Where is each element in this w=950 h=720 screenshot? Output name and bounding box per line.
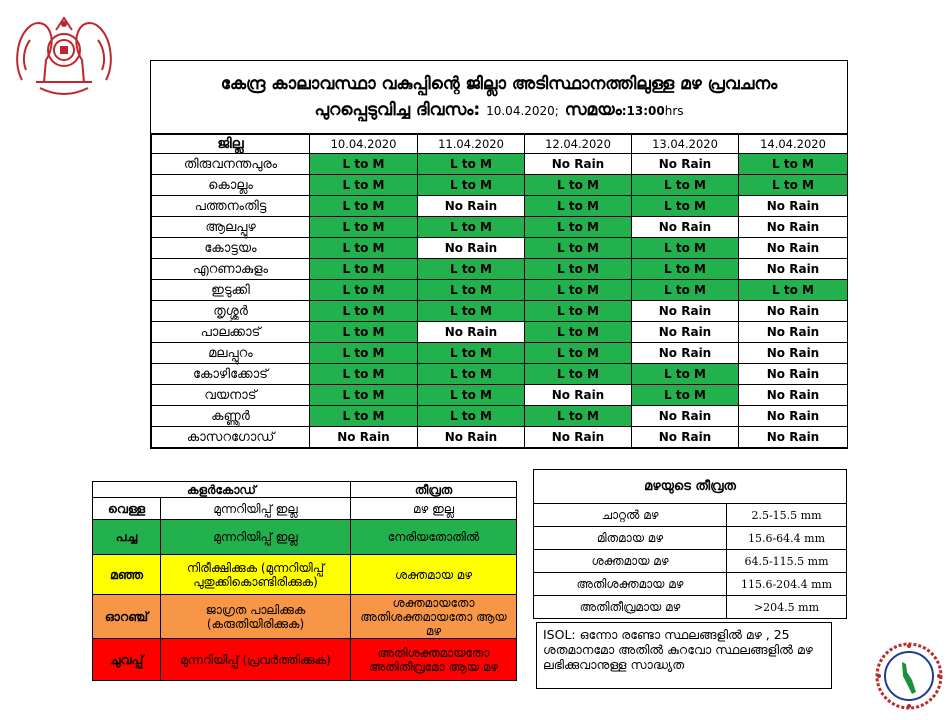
isol-note: ISOL: ഒന്നോ രണ്ടോ സ്ഥലങ്ങളിൽ മഴ , 25 ശതമാനമോ അതിൽ കുറവോ സ്ഥലങ്ങളിൽ മഴ ലഭിക്കുവാനുള്ള സാദ്ധ്യത: [536, 622, 832, 689]
intensity-name: അതിശക്തമായ മഴ: [534, 573, 727, 596]
forecast-cell: No Rain: [739, 301, 848, 322]
district-name: പാലക്കാട്: [152, 322, 310, 343]
forecast-cell: L to M: [525, 301, 632, 322]
rain-intensity-table: [533, 469, 846, 619]
forecast-cell: No Rain: [310, 427, 418, 448]
forecast-cell: No Rain: [739, 364, 848, 385]
intensity-range: 2.5-15.5 mm: [727, 504, 847, 527]
forecast-cell: L to M: [739, 175, 848, 196]
forecast-cell: L to M: [739, 280, 848, 301]
district-name: പത്തനംതിട്ട: [152, 196, 310, 217]
forecast-cell: L to M: [418, 364, 525, 385]
forecast-row: [152, 217, 848, 238]
legend-header-row: [93, 482, 517, 498]
forecast-row: [152, 427, 848, 448]
district-name: എറണാകുളം: [152, 259, 310, 280]
forecast-cell: No Rain: [525, 385, 632, 406]
forecast-cell: No Rain: [739, 259, 848, 280]
intensity-range: >204.5 mm: [727, 596, 847, 619]
disaster-management-logo-icon: [874, 640, 944, 712]
forecast-cell: L to M: [310, 259, 418, 280]
intensity-table: [533, 469, 847, 619]
forecast-cell: No Rain: [739, 196, 848, 217]
legend-color-name: പച്ച: [93, 520, 161, 555]
legend-color-name: വെള്ള: [93, 498, 161, 520]
forecast-cell: No Rain: [632, 154, 739, 175]
issued-label: പുറപ്പെടുവിച്ച ദിവസം:: [314, 100, 481, 120]
district-name: ഇടുക്കി: [152, 280, 310, 301]
forecast-cell: L to M: [525, 175, 632, 196]
legend-color-name: ചുവപ്പ്: [93, 639, 161, 681]
district-name: വയനാട്: [152, 385, 310, 406]
intensity-row: [534, 573, 847, 596]
forecast-cell: L to M: [525, 217, 632, 238]
district-name: തൃശ്ശൂർ: [152, 301, 310, 322]
legend-warning: മുന്നറിയിപ്പ് ഇല്ല: [161, 498, 351, 520]
forecast-row: [152, 322, 848, 343]
time-label: സമയം: [564, 100, 622, 120]
forecast-cell: L to M: [418, 259, 525, 280]
forecast-cell: No Rain: [739, 343, 848, 364]
forecast-cell: L to M: [418, 154, 525, 175]
forecast-cell: L to M: [418, 301, 525, 322]
page-title: കേന്ദ്ര കാലാവസ്ഥാ വകുപ്പിന്റെ ജില്ലാ അടിസ്ഥാനത്തിലുള്ള മഴ പ്രവചനം: [220, 74, 778, 94]
intensity-range: 15.6-64.4 mm: [727, 527, 847, 550]
district-name: കോഴിക്കോട്: [152, 364, 310, 385]
forecast-cell: No Rain: [632, 322, 739, 343]
legend-intensity: ശക്തമായതോ അതിശക്തമായതോ ആയ മഴ: [351, 595, 517, 639]
forecast-cell: L to M: [310, 217, 418, 238]
forecast-cell: No Rain: [525, 154, 632, 175]
forecast-row: [152, 154, 848, 175]
forecast-cell: L to M: [525, 196, 632, 217]
forecast-cell: L to M: [525, 406, 632, 427]
forecast-cell: No Rain: [739, 406, 848, 427]
forecast-grid: [151, 134, 848, 448]
forecast-cell: L to M: [418, 280, 525, 301]
forecast-row: [152, 259, 848, 280]
kerala-emblem-icon: [10, 10, 118, 98]
forecast-cell: L to M: [632, 196, 739, 217]
legend-row: [93, 555, 517, 595]
forecast-cell: L to M: [525, 343, 632, 364]
legend-warning: മുന്നറിയിപ്പ് (പ്രവർത്തിക്കുക): [161, 639, 351, 681]
date-header: 13.04.2020: [632, 135, 739, 154]
district-name: കൊല്ലം: [152, 175, 310, 196]
legend-intensity: അതിശക്തമായതോ അതിതീവ്രമോ ആയ മഴ: [351, 639, 517, 681]
intensity-name: ചാറ്റൽ മഴ: [534, 504, 727, 527]
forecast-row: [152, 343, 848, 364]
forecast-cell: L to M: [310, 364, 418, 385]
forecast-cell: No Rain: [418, 322, 525, 343]
forecast-cell: L to M: [525, 259, 632, 280]
forecast-cell: L to M: [632, 364, 739, 385]
forecast-cell: No Rain: [632, 406, 739, 427]
forecast-cell: L to M: [418, 385, 525, 406]
title-block: [151, 61, 847, 134]
district-name: തിരുവനന്തപുരം: [152, 154, 310, 175]
intensity-name: അതിതീവ്രമായ മഴ: [534, 596, 727, 619]
legend-row: [93, 520, 517, 555]
forecast-cell: L to M: [310, 175, 418, 196]
legend-color-name: ഓറഞ്ച്: [93, 595, 161, 639]
intensity-range: 64.5-115.5 mm: [727, 550, 847, 573]
intensity-range: 115.6-204.4 mm: [727, 573, 847, 596]
legend-row: [93, 498, 517, 520]
time-unit: hrs: [664, 104, 684, 118]
legend-color-name: മഞ്ഞ: [93, 555, 161, 595]
forecast-cell: No Rain: [739, 217, 848, 238]
forecast-row: [152, 175, 848, 196]
forecast-cell: L to M: [310, 280, 418, 301]
forecast-row: [152, 364, 848, 385]
forecast-cell: L to M: [525, 322, 632, 343]
legend-intensity: നേരിയതോതിൽ: [351, 520, 517, 555]
forecast-cell: No Rain: [739, 238, 848, 259]
intensity-row: [534, 550, 847, 573]
forecast-cell: L to M: [310, 322, 418, 343]
legend-row: [93, 639, 517, 681]
intensity-row: [534, 527, 847, 550]
forecast-row: [152, 196, 848, 217]
forecast-cell: L to M: [310, 406, 418, 427]
legend-warning: മുന്നറിയിപ്പ് ഇല്ല: [161, 520, 351, 555]
legend-header-colorcode: കളർകോഡ്: [93, 482, 351, 498]
forecast-cell: No Rain: [418, 196, 525, 217]
date-header: 14.04.2020: [739, 135, 848, 154]
forecast-cell: L to M: [632, 259, 739, 280]
forecast-cell: L to M: [418, 175, 525, 196]
legend-warning: നിരീക്ഷിക്കുക (മുന്നറിയിപ്പ് പുതുക്കികൊണ്ടിരിക്കുക): [161, 555, 351, 595]
forecast-cell: L to M: [632, 175, 739, 196]
legend-intensity: ശക്തമായ മഴ: [351, 555, 517, 595]
forecast-cell: No Rain: [418, 427, 525, 448]
legend-header-intensity: തീവ്രത: [351, 482, 517, 498]
forecast-cell: L to M: [632, 238, 739, 259]
forecast-cell: L to M: [632, 280, 739, 301]
forecast-row: [152, 280, 848, 301]
forecast-cell: L to M: [525, 280, 632, 301]
forecast-cell: No Rain: [632, 301, 739, 322]
forecast-header-row: [152, 135, 848, 154]
forecast-cell: L to M: [418, 343, 525, 364]
intensity-name: മിതമായ മഴ: [534, 527, 727, 550]
forecast-cell: L to M: [310, 301, 418, 322]
forecast-row: [152, 238, 848, 259]
forecast-cell: L to M: [310, 238, 418, 259]
forecast-cell: No Rain: [632, 343, 739, 364]
forecast-cell: L to M: [739, 154, 848, 175]
forecast-cell: No Rain: [418, 238, 525, 259]
forecast-cell: L to M: [310, 385, 418, 406]
forecast-cell: L to M: [632, 385, 739, 406]
forecast-cell: No Rain: [739, 385, 848, 406]
district-name: കാസറഗോഡ്: [152, 427, 310, 448]
time-value: :13:00: [621, 104, 665, 118]
date-header: 11.04.2020: [418, 135, 525, 154]
issued-line: [151, 97, 847, 124]
forecast-cell: L to M: [310, 196, 418, 217]
forecast-row: [152, 301, 848, 322]
forecast-row: [152, 406, 848, 427]
legend-row: [93, 595, 517, 639]
forecast-cell: L to M: [418, 217, 525, 238]
forecast-cell: L to M: [310, 343, 418, 364]
date-header: 10.04.2020: [310, 135, 418, 154]
legend-intensity: മഴ ഇല്ല: [351, 498, 517, 520]
legend-warning: ജാഗ്രത പാലിക്കുക (കരുതിയിരിക്കുക): [161, 595, 351, 639]
district-name: കണ്ണൂർ: [152, 406, 310, 427]
issued-date: 10.04.2020;: [486, 104, 559, 118]
forecast-cell: No Rain: [739, 427, 848, 448]
district-name: മലപ്പുറം: [152, 343, 310, 364]
intensity-header-row: [534, 470, 847, 504]
forecast-cell: L to M: [418, 406, 525, 427]
forecast-cell: No Rain: [632, 217, 739, 238]
forecast-table: [150, 60, 848, 449]
district-header: ജില്ല: [152, 135, 310, 154]
intensity-title: മഴയുടെ തീവ്രത: [534, 470, 847, 504]
date-header: 12.04.2020: [525, 135, 632, 154]
color-code-legend: [92, 481, 516, 681]
district-name: കോട്ടയം: [152, 238, 310, 259]
forecast-row: [152, 385, 848, 406]
forecast-cell: L to M: [525, 364, 632, 385]
forecast-cell: No Rain: [739, 322, 848, 343]
forecast-cell: L to M: [525, 238, 632, 259]
forecast-cell: No Rain: [525, 427, 632, 448]
intensity-name: ശക്തമായ മഴ: [534, 550, 727, 573]
district-name: ആലപ്പുഴ: [152, 217, 310, 238]
legend-table: [92, 481, 517, 681]
forecast-cell: L to M: [310, 154, 418, 175]
intensity-row: [534, 596, 847, 619]
intensity-row: [534, 504, 847, 527]
forecast-cell: No Rain: [632, 427, 739, 448]
